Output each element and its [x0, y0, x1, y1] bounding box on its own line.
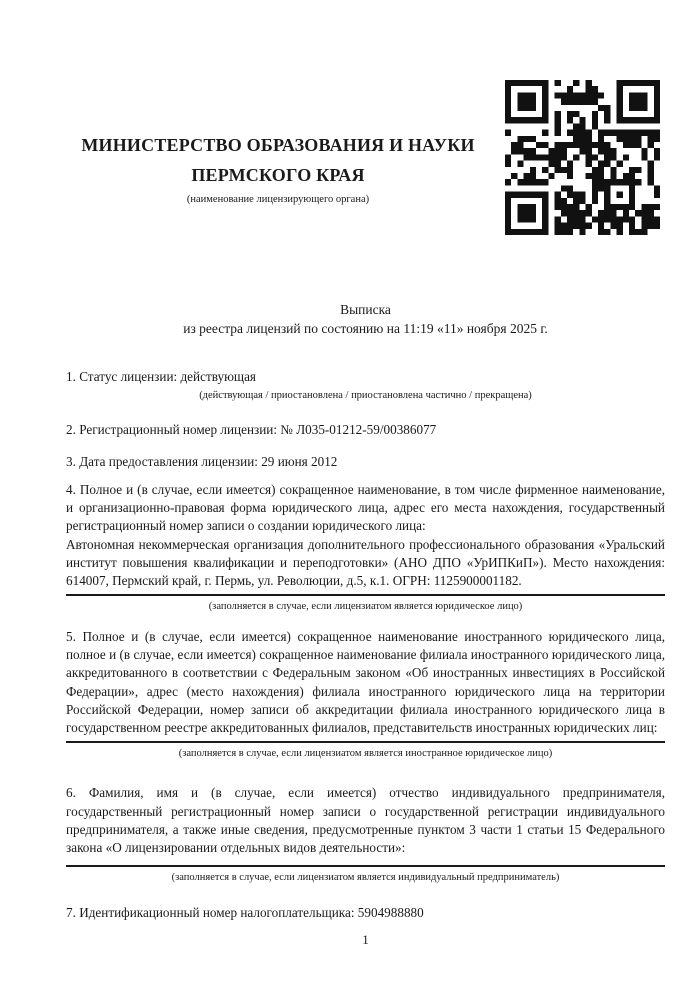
- item-foreign-entity-caption: (заполняется в случае, если лицензиатом является иностранное юридическое лицо): [178, 748, 553, 760]
- item-legal-entity-info: [66, 481, 665, 613]
- item-registration-number-text: 2. Регистрационный номер лицензии: № Л035-01212-59/00386077: [66, 422, 437, 438]
- item-taxpayer-number: [66, 904, 665, 922]
- item-taxpayer-number-text: 7. Идентификационный номер налогоплательщика: 5904988880: [66, 904, 424, 920]
- document-title: [66, 300, 665, 338]
- item-license-status-caption: (действующая / приостановлена / приостановлена частично / прекращена): [199, 390, 532, 402]
- page-number: 1: [362, 931, 369, 947]
- qr-code-icon: [505, 80, 660, 235]
- org-name-line1: МИНИСТЕРСТВО ОБРАЗОВАНИЯ И НАУКИ: [81, 135, 475, 155]
- item-individual-entrepreneur-caption: (заполняется в случае, если лицензиатом является индивидуальный предприниматель): [171, 871, 560, 883]
- item-individual-entrepreneur-info: [66, 784, 665, 883]
- document-title-line2: из реестра лицензий по состоянию на 11:19 «11» ноября 2025 г.: [183, 321, 548, 336]
- item-legal-entity-caption: (заполняется в случае, если лицензиатом является юридическое лицо): [208, 600, 523, 612]
- item-foreign-entity-info: [66, 628, 665, 761]
- fill-in-rule: [66, 594, 665, 596]
- item-grant-date-text: 3. Дата предоставления лицензии: 29 июня 2012: [66, 453, 338, 469]
- document-title-line1: Выписка: [340, 302, 391, 317]
- fill-in-rule: [66, 865, 665, 867]
- item-individual-entrepreneur-label: 6. Фамилия, имя и (в случае, если имеется) отчество индивидуального предпринимателя, государственный регистрационный номер записи о государственной регистрации индивидуального предпринимателя, а также иные сведения, предусмотренные пунктом 3 части 1 статьи 15 Федерального закона «О лицензировании отдельных видов деятельности»:: [66, 785, 665, 856]
- item-legal-entity-label: 4. Полное и (в случае, если имеется) сокращенное наименование, в том числе фирменное наименование, и организационно-правовая форма юридического лица, адрес его места нахождения, государственный регистрационный номер записи о создании юридического лица:: [66, 481, 665, 534]
- item-legal-entity-value: Автономная некоммерческая организация дополнительного профессионального образования «Уральский институт повышения квалификации и переподготовки» (АНО ДПО «УрИПКиП»). Место нахождения: 614007, Пермский край, г. Пермь, ул. Революции, д.5, к.1. ОГРН: 1125900001182.: [66, 536, 665, 589]
- item-license-status-text: 1. Статус лицензии: действующая: [66, 369, 257, 384]
- item-grant-date: [66, 453, 665, 471]
- org-name-line2: ПЕРМСКОГО КРАЯ: [191, 165, 365, 185]
- item-registration-number: [66, 421, 665, 439]
- document-header: [66, 0, 665, 245]
- item-foreign-entity-label: 5. Полное и (в случае, если имеется) сокращенное наименование иностранного юридического лица, полное и (в случае, если имеется) сокращенное наименование филиала иностранного юридического лица, аккредитованного в соответствии с Федеральным законом «Об иностранных инвестициях в Российской Федерации», адрес (место нахождения) филиала иностранного юридического лица на территории Российской Федерации, номер записи об аккредитации филиала иностранного юридического лица в государственном реестре аккредитованных филиалов, представительств иностранных юридических лиц:: [66, 628, 665, 736]
- fill-in-rule: [66, 741, 665, 743]
- item-license-status: [66, 368, 665, 402]
- org-name-caption: (наименование лицензирующего органа): [186, 194, 370, 205]
- licensing-authority-block: [66, 130, 490, 207]
